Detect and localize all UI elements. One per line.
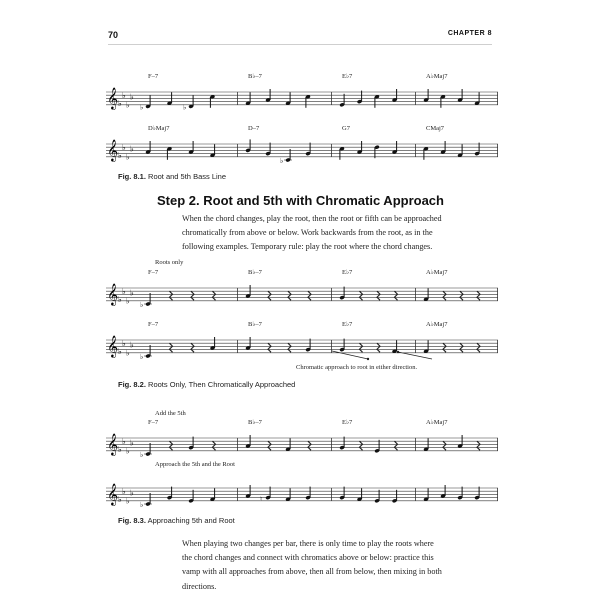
chord-symbol: D–7: [248, 125, 260, 132]
fig3-caption: [118, 516, 235, 525]
step2-line: chromatically from above or below. Work backwards from the root, as in the: [182, 228, 433, 238]
flat-icon: ♭: [122, 338, 126, 348]
fig2-caption: [118, 380, 295, 389]
fig3-approach-label: Approach the 5th and the Root: [155, 461, 235, 468]
flat-icon: ♭: [130, 340, 134, 350]
natural-icon: ♮: [260, 496, 263, 503]
closing-line: the chord changes and connect with chromatics above or below: practice this: [182, 553, 434, 563]
staff-fig3-system1: [106, 416, 498, 464]
fig2-chromatic-annotation: Chromatic approach to root in either direction.: [296, 364, 418, 371]
chord-symbol: CMaj7: [426, 125, 445, 132]
chord-symbol: F–7: [148, 321, 159, 328]
flat-icon: ♭: [126, 446, 130, 456]
flat-icon: ♭: [122, 286, 126, 296]
chord-symbol: B♭–7: [248, 419, 262, 426]
page-number: 70: [108, 30, 119, 40]
staff-fig2-system1: [106, 266, 498, 312]
chord-symbol: F–7: [148, 419, 159, 426]
flat-icon: ♭: [126, 152, 130, 162]
fig1-caption-text: Root and 5th Bass Line: [148, 172, 227, 181]
treble-clef-icon: 𝄞: [107, 433, 119, 456]
chord-symbol: E♭7: [342, 73, 353, 80]
flat-icon: ♭: [118, 346, 122, 356]
flat-icon: ♭: [122, 486, 126, 496]
flat-icon: ♭: [183, 103, 187, 112]
flat-icon: ♭: [118, 98, 122, 108]
fig3-add-fifth-label: Add the 5th: [155, 410, 186, 417]
chord-symbol: B♭–7: [248, 269, 262, 276]
flat-icon: ♭: [126, 100, 130, 110]
flat-icon: ♭: [280, 157, 284, 165]
flat-icon: ♭: [122, 90, 126, 100]
flat-icon: ♭: [126, 296, 130, 306]
flat-icon: ♭: [140, 353, 144, 361]
step2-paragraph: [182, 212, 442, 255]
fig1-caption: [118, 172, 226, 181]
fig2-caption-label: Fig. 8.2.: [118, 380, 146, 389]
flat-icon: ♭: [140, 501, 144, 509]
staff-fig3-system2: [106, 466, 498, 512]
staff-fig1-system2: [106, 118, 498, 168]
chord-symbol: A♭Maj7: [426, 269, 448, 276]
flat-icon: ♭: [140, 103, 144, 112]
step2-line: When the chord changes, play the root, then the root or fifth can be approached: [182, 214, 442, 223]
fig3-caption-text: Approaching 5th and Root: [147, 516, 235, 525]
flat-icon: ♭: [118, 444, 122, 454]
treble-clef-icon: 𝄞: [107, 335, 119, 358]
closing-line: When playing two changes per bar, there is only time to play the roots where: [182, 539, 434, 548]
fig3-caption-label: Fig. 8.3.: [118, 516, 146, 525]
chord-symbol: D♭Maj7: [148, 125, 170, 132]
flat-icon: ♭: [126, 348, 130, 358]
fig2-roots-only-label: Roots only: [155, 259, 184, 266]
flat-icon: ♭: [130, 488, 134, 498]
chord-symbol: A♭Maj7: [426, 73, 448, 80]
chord-symbol: F–7: [148, 269, 159, 276]
chord-symbol: G7: [342, 125, 350, 132]
treble-clef-icon: 𝄞: [107, 139, 119, 162]
flat-icon: ♭: [130, 438, 134, 448]
flat-icon: ♭: [118, 150, 122, 160]
fig2-caption-text: Roots Only, Then Chromatically Approached: [148, 380, 296, 389]
flat-icon: ♭: [130, 288, 134, 298]
step2-line: following examples. Temporary rule: play the root where the chord changes.: [182, 242, 433, 252]
chord-symbol: F–7: [148, 73, 159, 80]
treble-clef-icon: 𝄞: [107, 283, 119, 306]
flat-icon: ♭: [118, 294, 122, 304]
chord-symbol: B♭–7: [248, 73, 262, 80]
chord-symbol: E♭7: [342, 419, 353, 426]
closing-line: directions.: [182, 581, 217, 591]
flat-icon: ♭: [118, 494, 122, 504]
staff-fig1-system1: [106, 66, 498, 112]
chord-symbol: B♭–7: [248, 321, 262, 328]
closing-paragraph: [182, 537, 442, 594]
fig1-caption-label: Fig. 8.1.: [118, 172, 146, 181]
running-header: [108, 30, 492, 45]
staff-fig2-system2: [106, 318, 498, 364]
treble-clef-icon: 𝄞: [107, 483, 119, 506]
flat-icon: ♭: [140, 451, 144, 459]
flat-icon: ♭: [130, 92, 134, 102]
chord-symbol: A♭Maj7: [426, 419, 448, 426]
arrow-head: [367, 358, 369, 360]
flat-icon: ♭: [122, 436, 126, 446]
flat-icon: ♭: [140, 301, 144, 309]
treble-clef-icon: 𝄞: [107, 87, 119, 110]
chapter-label: CHAPTER 8: [447, 30, 492, 37]
chord-symbol: A♭Maj7: [426, 321, 448, 328]
flat-icon: ♭: [130, 144, 134, 154]
flat-icon: ♭: [126, 496, 130, 506]
section-heading: Step 2. Root and 5th with Chromatic Approach: [157, 193, 444, 208]
flat-icon: ♭: [122, 142, 126, 152]
approach-arrow: [332, 351, 368, 359]
arrow-head: [397, 351, 399, 353]
chord-symbol: E♭7: [342, 269, 353, 276]
closing-line: vamp with all approaches from above, then all from below, then mixing in both: [182, 567, 442, 577]
chord-symbol: E♭7: [342, 321, 353, 328]
